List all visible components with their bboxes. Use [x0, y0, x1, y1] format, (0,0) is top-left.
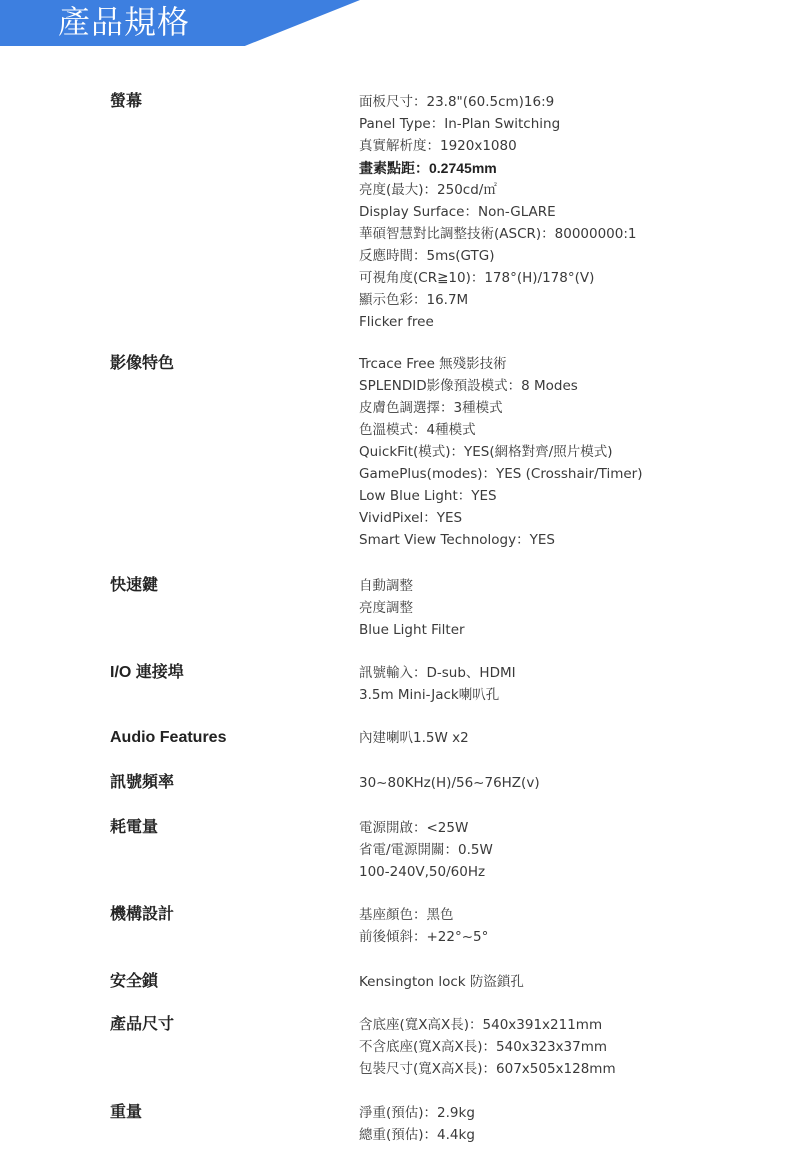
spec-value: 電源開啟：<25W [359, 820, 469, 836]
spec-values [359, 817, 779, 883]
spec-values [359, 1102, 779, 1146]
spec-value: Flicker free [359, 314, 434, 330]
spec-value: 包裝尺寸(寬X高X長)：607x505x128mm [359, 1061, 616, 1077]
spec-value: 前後傾斜：+22°~5° [359, 929, 489, 945]
spec-value: 面板尺寸：23.8"(60.5cm)16:9 [359, 94, 555, 110]
spec-value: GamePlus(modes)：YES (Crosshair/Timer) [359, 466, 643, 482]
spec-value: Display Surface：Non-GLARE [359, 204, 556, 220]
spec-value: Panel Type：In-Plan Switching [359, 116, 561, 132]
spec-value: 亮度調整 [359, 600, 413, 616]
spec-value: 省電/電源開關：0.5W [359, 842, 493, 858]
spec-values [359, 575, 779, 641]
spec-label: 影像特色 [110, 355, 175, 372]
spec-label: 耗電量 [110, 819, 159, 836]
spec-value: Kensington lock 防盜鎖孔 [359, 974, 524, 990]
spec-value: 總重(預估)：4.4kg [359, 1127, 475, 1143]
spec-value: QuickFit(模式)：YES(網格對齊/照片模式) [359, 444, 613, 460]
spec-value: SPLENDID影像預設模式：8 Modes [359, 378, 578, 394]
spec-value: VividPixel：YES [359, 510, 463, 526]
spec-value: 顯示色彩：16.7M [359, 292, 469, 308]
spec-values [359, 353, 779, 551]
spec-value: 30~80KHz(H)/56~76HZ(v) [359, 775, 540, 791]
spec-value: 華碩智慧對比調整技術(ASCR)：80000000:1 [359, 226, 637, 242]
spec-value: 不含底座(寬X高X長)：540x323x37mm [359, 1039, 608, 1055]
spec-value: 可視角度(CR≧10)：178°(H)/178°(V) [359, 270, 595, 286]
spec-value: 亮度(最大)：250cd/㎡ [359, 182, 497, 198]
spec-values [359, 1014, 779, 1080]
spec-label: I/O 連接埠 [110, 664, 184, 681]
spec-values [359, 772, 779, 794]
spec-value: 訊號輸入：D-sub、HDMI [359, 665, 516, 681]
spec-value: Blue Light Filter [359, 622, 465, 638]
spec-value: 畫素點距：0.2745mm [359, 160, 497, 176]
spec-value: 皮膚色調選擇：3種模式 [359, 400, 503, 416]
spec-value: 真實解析度：1920x1080 [359, 138, 517, 154]
spec-value: 淨重(預估)：2.9kg [359, 1105, 475, 1121]
spec-value: 100-240V,50/60Hz [359, 864, 486, 880]
spec-label: 安全鎖 [110, 973, 159, 990]
spec-values [359, 727, 779, 749]
spec-label: 訊號頻率 [110, 774, 175, 791]
spec-label: Audio Features [110, 729, 227, 746]
spec-label: 產品尺寸 [110, 1016, 175, 1033]
page-title: 產品規格 [58, 3, 191, 41]
spec-value: 含底座(寬X高X長)：540x391x211mm [359, 1017, 603, 1033]
spec-value: 內建喇叭1.5W x2 [359, 730, 469, 746]
spec-value: 3.5m Mini-Jack喇叭孔 [359, 687, 500, 703]
spec-values [359, 971, 779, 993]
spec-value: Low Blue Light：YES [359, 488, 497, 504]
spec-value: 反應時間：5ms(GTG) [359, 248, 495, 264]
spec-label: 快速鍵 [110, 577, 159, 594]
spec-value: Smart View Technology：YES [359, 532, 555, 548]
spec-value: 自動調整 [359, 578, 413, 594]
spec-label: 螢幕 [110, 93, 143, 110]
spec-values [359, 904, 779, 948]
spec-value: 色溫模式：4種模式 [359, 422, 476, 438]
spec-values [359, 662, 779, 706]
spec-value: 基座顏色：黑色 [359, 907, 454, 923]
spec-label: 機構設計 [110, 906, 175, 923]
spec-label: 重量 [110, 1104, 143, 1121]
spec-values [359, 91, 779, 333]
spec-value: Trcace Free 無殘影技術 [359, 356, 507, 372]
